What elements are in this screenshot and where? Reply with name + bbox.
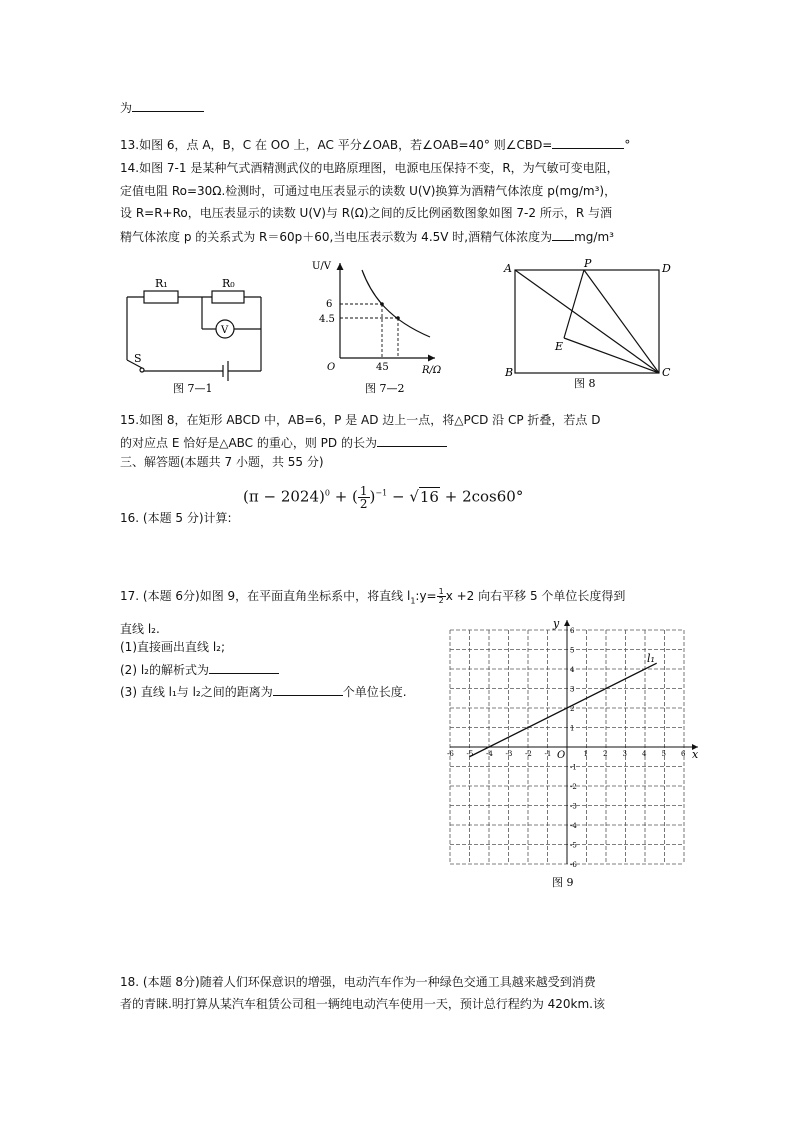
question-16-formula: $(\pi - 2024)^0$ + ( $\frac{1}{2}$ )$^{-1}$ − √16 + 2cos60° — [243, 484, 524, 511]
answer-blank-15[interactable] — [377, 432, 447, 447]
line-l1 — [470, 663, 657, 757]
fig9-y-tick: 6 — [570, 627, 575, 635]
fig9-y-tick: 3 — [570, 685, 575, 694]
fig9-y-tick: -5 — [570, 841, 577, 850]
question-17-part-2: (2) l₂的解析式为 — [120, 659, 279, 680]
fig9-l1-label: l₁ — [647, 652, 655, 665]
prev-question-tail: 为 — [120, 97, 204, 118]
fig9-x-tick: -2 — [525, 750, 532, 758]
fraction-half-small: $\frac{1}{2}$ — [438, 587, 444, 605]
question-18-line-1: 18. (本题 8分)随着人们环保意识的增强，电动汽车作为一种绿色交通工具越来越受到消费 — [120, 975, 596, 989]
point-p: P — [584, 258, 592, 270]
question-17-line-1: 17. (本题 6分)如图 9，在平面直角坐标系中，将直线 $l_1:y=$ $\frac{1}{2}$ x +2 向右平移 5 个单位长度得到 — [120, 587, 626, 606]
answer-blank-17-2[interactable] — [209, 659, 279, 674]
question-14-line-3: 设 R=R+Ro，电压表显示的读数 U(V)与 R(Ω)之间的反比例函数图象如图 7-2 所示，R 与酒 — [120, 206, 612, 220]
r1-label: R₁ — [155, 277, 168, 290]
x-tick-45: 45 — [376, 362, 389, 373]
fig9-y-tick: 4 — [570, 666, 575, 674]
fig9-x-tick: 2 — [603, 750, 608, 758]
r0-label: R₀ — [222, 277, 235, 290]
y-tick-6: 6 — [326, 299, 333, 310]
fig9-y-tick: 5 — [570, 646, 575, 655]
fig9-x-tick: 1 — [583, 750, 588, 758]
question-17-line-2: 直线 l₂. — [120, 622, 160, 636]
y-axis-label: U/V — [312, 261, 332, 272]
question-17-part-3: (3) 直线 l₁与 l₂之间的距离为 个单位长度. — [120, 681, 407, 702]
switch-label: S — [134, 352, 142, 365]
x-axis-label: R/Ω — [422, 365, 442, 376]
fig9-x-tick: -3 — [505, 750, 513, 758]
point-e: E — [555, 340, 564, 353]
figure-8-rectangle — [500, 258, 680, 393]
fig9-y-tick: -2 — [570, 783, 577, 791]
figure-8-caption: 图 8 — [574, 377, 596, 390]
fig9-y-tick: 1 — [570, 724, 575, 733]
fig9-x-tick: 4 — [642, 750, 647, 758]
question-15-line-2: 的对应点 E 恰好是△ABC 的重心，则 PD 的长为 — [120, 432, 447, 453]
figure-7-1-circuit — [118, 270, 268, 400]
fig9-y-tick: -6 — [570, 861, 577, 869]
fig9-x-label: x — [692, 748, 699, 761]
fig9-x-tick: 6 — [681, 750, 686, 758]
y-tick-4-5: 4.5 — [319, 314, 335, 325]
section-3-heading: 三、解答题(本题共 7 小题，共 55 分) — [120, 455, 324, 469]
question-17-part-1: (1)直接画出直线 l₂; — [120, 640, 226, 654]
question-16-label: 16. (本题 5 分)计算: — [120, 511, 232, 525]
fig9-y-label: y — [553, 617, 560, 630]
point-d: D — [662, 262, 671, 275]
fig9-x-tick: -6 — [447, 750, 454, 758]
question-13: 13.如图 6，点 A，B，C 在 OO 上，AC 平分∠OAB，若∠OAB=40° 则∠CBD= ° — [120, 134, 630, 155]
answer-blank-13[interactable] — [552, 134, 624, 149]
origin-label: O — [327, 362, 336, 373]
figure-9-coordinate-grid — [440, 612, 705, 892]
fig9-y-tick: -1 — [570, 763, 577, 772]
figure-7-2-caption: 图 7—2 — [365, 382, 405, 395]
question-18-line-2: 者的青睐.明打算从某汽车租赁公司租一辆纯电动汽车使用一天，预计总行程约为 420km.该 — [120, 997, 605, 1011]
question-14-line-4: 精气体浓度 p 的关系式为 R＝60p＋60,当电压表示数为 4.5V 时,酒精气体浓度为 mg/m³ — [120, 226, 614, 247]
figure-7-1-caption: 图 7—1 — [173, 382, 213, 395]
fig9-x-tick: -5 — [466, 750, 474, 758]
answer-blank-14[interactable] — [552, 226, 574, 241]
point-4-5 — [396, 316, 400, 320]
point-a: A — [504, 262, 512, 275]
question-14-line-1: 14.如图 7-1 是某种气式酒精测武仪的电路原理图，电源电压保持不变，R，为气敏可变电阻， — [120, 161, 619, 175]
fig9-x-tick: 5 — [661, 750, 666, 758]
question-15-line-1: 15.如图 8，在矩形 ABCD 中，AB=6，P 是 AD 边上一点，将△PCD 沿 CP 折叠，若点 D — [120, 413, 601, 427]
fig9-origin-label: O — [557, 750, 566, 761]
figure-9-caption: 图 9 — [552, 876, 574, 889]
inverse-curve — [362, 270, 430, 337]
fig9-y-tick: -3 — [570, 802, 577, 811]
point-c: C — [662, 366, 671, 379]
point-6 — [380, 302, 384, 306]
question-14-line-2: 定值电阻 Ro=30Ω.检测时，可通过电压表显示的读数 U(V)换算为酒精气体浓度 p(mg/m³)， — [120, 184, 617, 198]
fig9-x-tick: 3 — [622, 750, 627, 758]
figure-7-2-graph — [310, 255, 450, 400]
voltmeter-label: V — [221, 325, 229, 336]
answer-blank[interactable] — [132, 97, 204, 112]
answer-blank-17-3[interactable] — [273, 681, 343, 696]
point-b: B — [505, 366, 514, 379]
fig9-x-tick: -1 — [544, 750, 552, 758]
fraction-half: $\frac{1}{2}$ — [359, 484, 368, 511]
fig9-x-tick: -4 — [486, 750, 493, 758]
fig9-y-tick: -4 — [570, 822, 577, 830]
fig9-y-tick: 2 — [570, 705, 575, 713]
